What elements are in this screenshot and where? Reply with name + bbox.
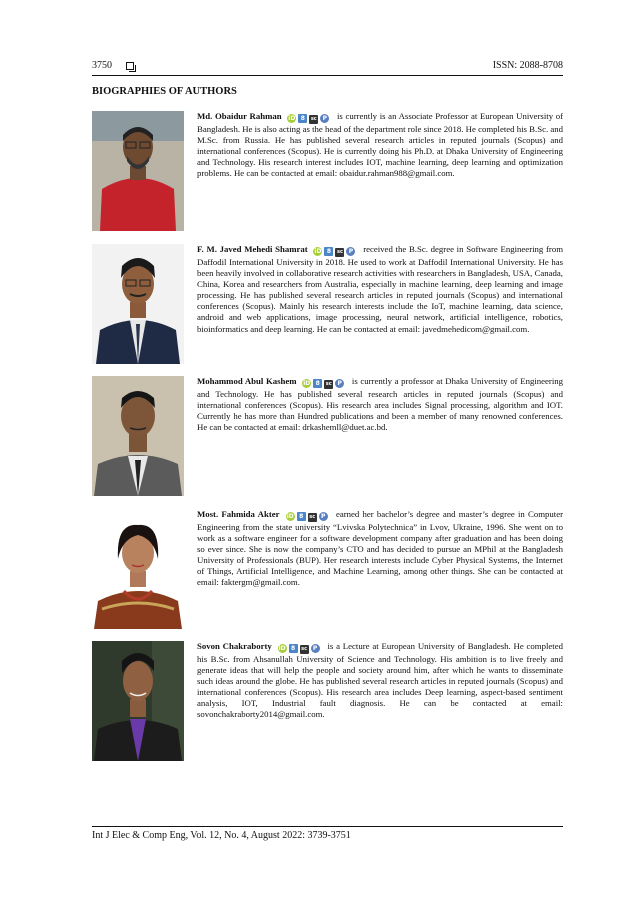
author-bio-text: is currently a professor at Dhaka University of Engineering and Technology. He has published several research articles in reputed journals (Scopus) and international conferences (Scopus). His research area includes Signal processing, algorithm and IOT. Currently he has more than Hundred publications and been a member of many renowned conferences. He can be contacted at email: drkashemll@duet.ac.bd. <box>197 376 563 433</box>
google-scholar-icon[interactable]: 8 <box>298 114 307 123</box>
publons-icon[interactable]: P <box>320 114 329 123</box>
scopus-icon[interactable]: sc <box>310 116 317 122</box>
issn: ISSN: 2088-8708 <box>492 60 563 71</box>
orcid-icon[interactable]: iD <box>286 513 294 520</box>
author-photo <box>92 641 184 761</box>
publons-icon[interactable]: P <box>311 644 320 653</box>
publons-icon[interactable]: P <box>346 247 355 256</box>
author-bio-text: is a Lecture at European University of Bangladesh. He completed his B.Sc. from Ahsanullah University of Science and Technology. His ambition is to live freely and generate ideas that will help the people and society around him, after which he wants to disseminate such ideas around the globe. He has published several research articles in reputed journals (Scopus) and international conferences (Scopus). His research area includes Deep learning, aspect-based sentiment analysis, IOT, Industrial fault diagnosis. He can be contacted at email: sovonchakraborty2014@gmail.com. <box>197 641 563 720</box>
orcid-icon[interactable]: iD <box>288 115 296 122</box>
bio-paragraph <box>197 376 563 433</box>
author-bio-text: is currently is an Associate Professor at European University of Bangladesh. He is also acting as the head of the department role since 2018. He completed his B.Sc. and M.Sc. from Russia. He has published several research articles in reputed journals (Scopus) and international conferences (Scopus). He is currently doing his Ph.D. at Dhaka University of Engineering and Technology. His research interest includes IOT, machine learning, deep learning and optimization problems. He can be contacted at email: obaidur.rahman988@gmail.com. <box>197 111 564 179</box>
bio-paragraph <box>197 509 563 589</box>
google-scholar-icon[interactable]: 8 <box>324 247 333 256</box>
google-scholar-icon[interactable]: 8 <box>289 644 298 653</box>
author-name: Mohammod Abul Kashem <box>197 376 297 386</box>
page-number: 3750 <box>92 60 112 71</box>
page-header <box>92 60 563 74</box>
page-box-icon <box>126 62 134 70</box>
google-scholar-icon[interactable]: 8 <box>313 379 322 388</box>
author-name: Most. Fahmida Akter <box>197 509 280 519</box>
google-scholar-icon[interactable]: 8 <box>297 512 306 521</box>
author-name: Sovon Chakraborty <box>197 641 272 651</box>
profile-badges <box>286 509 333 519</box>
footer-citation: Int J Elec & Comp Eng, Vol. 12, No. 4, August 2022: 3739-3751 <box>92 830 351 841</box>
header-rule <box>92 75 563 76</box>
profile-badges <box>278 641 325 651</box>
bio-paragraph <box>197 244 563 335</box>
scopus-icon[interactable]: sc <box>309 514 316 520</box>
author-name: F. M. Javed Mehedi Shamrat <box>197 244 308 254</box>
profile-badges <box>302 376 349 386</box>
orcid-icon[interactable]: iD <box>278 645 286 652</box>
author-photo <box>92 111 184 231</box>
bio-paragraph <box>197 111 563 179</box>
profile-badges <box>313 244 360 254</box>
publons-icon[interactable]: P <box>335 379 344 388</box>
section-title: BIOGRAPHIES OF AUTHORS <box>92 86 237 97</box>
scopus-icon[interactable]: sc <box>336 249 343 255</box>
author-bio-text: earned her bachelor’s degree and master’s degree in Computer Engineering from the state university “Lvivska Polytechnica” in Lvov, Ukraine, 1996. She went on to work as a software engineer for a software development company after graduation and has been doing so ever since. She is now the company’s CTO and has decided to pursue an MPhil at the Bangladesh University of Professionals (BUP). Her research interests include Cyber Physical Systems, the Internet of Things, Artificial Intelligence, and Machine Learning, among other things. She can be contacted at email: faktergm@gmail.com. <box>197 509 564 588</box>
author-bio-text: received the B.Sc. degree in Software Engineering from Daffodil International University in 2018. He used to work at Daffodil International University. He has been heavily involved in collaborative research activities with researchers in Bangladesh, USA, Canada, China, Korea and researchers from Australia, especially in machine learning, deep learning and image processing. He has published several research articles in reputed journals (Scopus) and international conferences (Scopus). Mainly his research interests include the IoT, machine learning, data science, android and web applications, image processing, neural network, artificial intelligence, robotics, bioinformatics and deep learning. He can be contacted at email: javedmehedicom@gmail.com. <box>197 244 564 334</box>
bio-paragraph <box>197 641 563 721</box>
footer-rule <box>92 826 563 827</box>
scopus-icon[interactable]: sc <box>301 646 308 652</box>
orcid-icon[interactable]: iD <box>303 380 311 387</box>
publons-icon[interactable]: P <box>319 512 328 521</box>
scopus-icon[interactable]: sc <box>325 381 332 387</box>
author-photo <box>92 244 184 364</box>
author-name: Md. Obaidur Rahman <box>197 111 282 121</box>
profile-badges <box>287 111 334 121</box>
orcid-icon[interactable]: iD <box>314 248 322 255</box>
author-photo <box>92 509 184 629</box>
author-photo <box>92 376 184 496</box>
